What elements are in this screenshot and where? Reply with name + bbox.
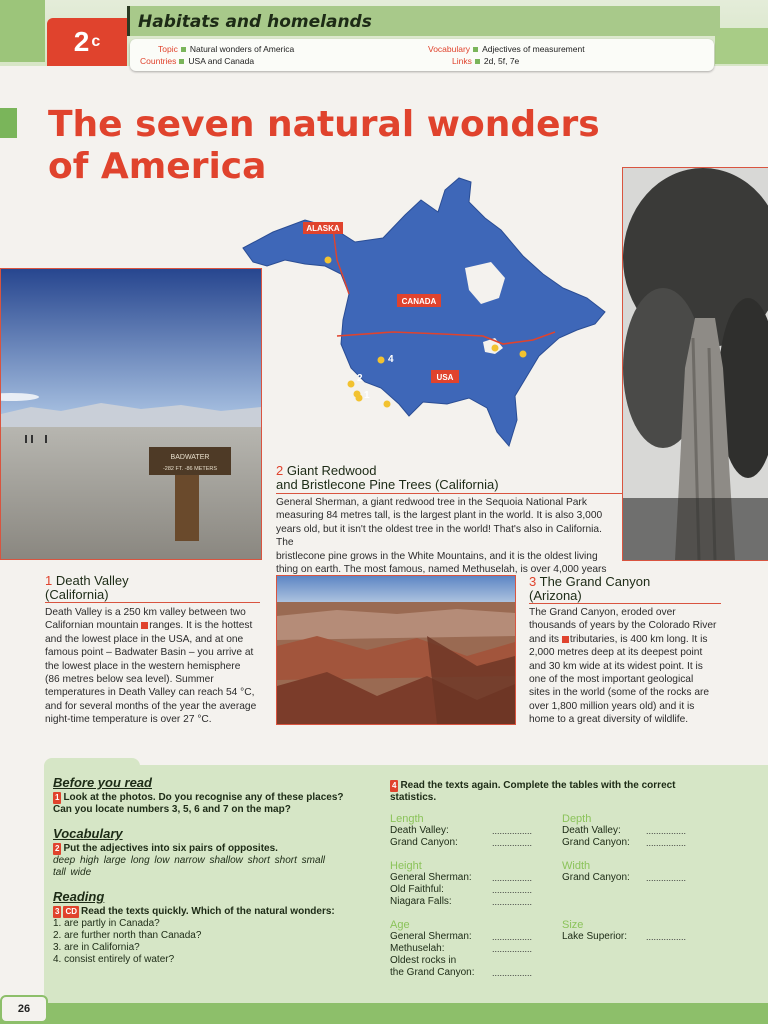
unit-number: 2 [73, 26, 90, 57]
section-1-title-1: Death Valley [55, 573, 129, 588]
map-label-canada-text: CANADA [401, 297, 437, 306]
width-heading: Width [562, 860, 591, 872]
countries-label: Countries [140, 56, 177, 66]
map-number-2: 2 [357, 373, 363, 384]
vocab-value: Adjectives of measurement [482, 44, 585, 54]
glossary-icon [562, 636, 569, 643]
length-row [390, 825, 550, 837]
section-3-line: over 1,800 million years old) and it is [529, 700, 695, 712]
map-point [492, 345, 499, 352]
north-america-map [233, 170, 613, 460]
links-value: 2d, 5f, 7e [483, 56, 520, 66]
links-label: Links [452, 56, 472, 66]
death-valley-photo [0, 268, 262, 560]
before-you-read-heading: Before you read [53, 775, 152, 790]
height-table [390, 860, 550, 908]
death-valley-image [1, 269, 261, 559]
length-table [390, 813, 550, 849]
section-2-line: thing on earth. The most famous, named Methuselah, is over 4,000 years [276, 564, 607, 576]
badwater-sign-line-1: BADWATER [170, 454, 210, 461]
section-3-rule [529, 603, 721, 604]
section-1-body [45, 606, 270, 727]
age-table [390, 919, 550, 979]
exercise-1-text-1: Look at the photos. Do you recognise any of these places? [63, 792, 344, 803]
section-3-title-line-1 [529, 575, 729, 589]
exercise-4 [390, 780, 730, 804]
section-3-line: home to a great diversity of wildlife. [529, 714, 689, 726]
length-row [390, 837, 550, 849]
title-marker [0, 108, 17, 138]
height-row [390, 872, 550, 884]
size-row-label: Lake Superior: [562, 931, 628, 942]
size-row [562, 931, 722, 943]
exercise-4-line-1 [390, 780, 730, 792]
vocabulary-heading: Vocabulary [53, 826, 123, 841]
exercise-2-number: 2 [55, 844, 60, 853]
height-row-label: General Sherman: [390, 872, 472, 883]
exercise-3-item: 1. are partly in Canada? [53, 918, 160, 929]
exercise-1 [53, 792, 383, 804]
map-label-canada [397, 294, 441, 307]
size-table [562, 919, 722, 943]
section-2-title-line-1 [276, 464, 616, 478]
section-3-title-2: (Arizona) [529, 588, 582, 603]
section-2-number: 2 [276, 463, 284, 478]
section-3-line: one of the most important geological [529, 674, 694, 686]
depth-table [562, 813, 722, 849]
section-1-line-text: ranges. It is the hottest [149, 620, 253, 632]
exercise-2-words-2: tall wide [53, 867, 92, 878]
giant-redwood-image [623, 168, 768, 560]
section-3-line [529, 633, 729, 646]
section-3-body [529, 606, 729, 727]
depth-row [562, 825, 722, 837]
unit-badge [47, 18, 127, 66]
exercise-3 [53, 906, 383, 918]
size-heading: Size [562, 919, 584, 931]
map-landmass [243, 178, 605, 446]
map-label-alaska [303, 222, 343, 234]
giant-redwood-photo [622, 167, 768, 561]
section-1-number: 1 [45, 573, 53, 588]
length-row-label: Death Valley: [390, 825, 449, 836]
section-1-line: (86 metres below sea level). Summer [45, 674, 214, 686]
section-3-line: and 30 km wide at its widest point. It is [529, 660, 703, 672]
section-2-heading [276, 464, 616, 492]
section-2-line: years old, but it isn't the oldest tree in the world! That's also in California. The [276, 523, 602, 549]
section-1-rule [45, 602, 260, 603]
answer-blank[interactable]: ................ [492, 873, 533, 883]
section-1-line-text: Californian mountain [45, 620, 142, 632]
exercise-3-text: Read the texts quickly. Which of the natural wonders: [81, 906, 335, 917]
reading-heading: Reading [53, 889, 105, 904]
age-row-label: Oldest rocks in [390, 955, 457, 966]
answer-blank[interactable]: ................ [646, 838, 687, 848]
bullet-icon [179, 59, 184, 64]
map-point [520, 351, 527, 358]
cd-icon: CD [65, 907, 78, 916]
map-label-alaska-text: ALASKA [306, 224, 340, 233]
section-1-title-line-1 [45, 574, 245, 588]
activities-left-column [53, 775, 383, 966]
section-3-title-1: The Grand Canyon [539, 574, 651, 589]
countries-row [140, 56, 254, 66]
section-1-line: night-time temperature is over 27 °C. [45, 714, 212, 726]
age-row [390, 943, 550, 955]
exercise-4-number: 4 [392, 781, 397, 790]
section-1-line [45, 619, 270, 632]
age-row-label: General Sherman: [390, 931, 472, 942]
exercise-3-item: 2. are further north than Canada? [53, 930, 202, 941]
width-row [562, 872, 722, 884]
exercise-1-number: 1 [55, 793, 60, 802]
map-label-usa-text: USA [436, 373, 454, 382]
depth-row-label: Grand Canyon: [562, 837, 630, 848]
height-row [390, 896, 550, 908]
answer-blank[interactable]: ................ [492, 932, 533, 942]
topic-value: Natural wonders of America [189, 44, 295, 54]
age-row [390, 967, 550, 979]
exercise-3-number: 3 [55, 907, 60, 916]
header-accent-right [715, 28, 768, 64]
answer-blank[interactable]: ................ [646, 932, 687, 942]
map-point [384, 401, 391, 408]
answer-blank[interactable]: ................ [492, 826, 533, 836]
section-3-line: 2,000 metres deep at its deepest point [529, 647, 703, 659]
exercise-4-text-1: Read the texts again. Complete the tables with the correct [400, 780, 676, 791]
length-heading: Length [390, 813, 424, 825]
section-3-line: The Grand Canyon, eroded over [529, 607, 676, 618]
exercise-2-text: Put the adjectives into six pairs of opposites. [63, 843, 278, 854]
answer-blank[interactable]: ................ [492, 897, 533, 907]
width-row-label: Grand Canyon: [562, 872, 630, 883]
map-point [348, 381, 355, 388]
bullet-icon [473, 47, 478, 52]
height-heading: Height [390, 860, 422, 872]
unit-letter: c [91, 33, 101, 50]
section-1-heading [45, 574, 245, 602]
title-line-1: The seven natural wonders [48, 104, 600, 145]
section-2-title-2: and Bristlecone Pine Trees (California) [276, 477, 499, 492]
section-3-heading [529, 575, 729, 603]
answer-blank[interactable]: ................ [492, 885, 533, 895]
section-1-line: and for several months of the year the average [45, 700, 257, 712]
age-row-label: Methuselah: [390, 943, 445, 954]
grand-canyon-image [277, 576, 515, 724]
section-2-title-1: Giant Redwood [286, 463, 377, 478]
unit-title: Habitats and homelands [138, 12, 372, 32]
map-point [325, 257, 332, 264]
section-3-line-text: and its [529, 633, 562, 645]
answer-blank[interactable]: ................ [646, 826, 687, 836]
section-3-line: thousands of years by the Colorado River [529, 620, 717, 632]
map-point [356, 395, 363, 402]
section-1-line: and the lowest place in the USA, and at one [45, 633, 244, 645]
countries-value: USA and Canada [188, 56, 255, 66]
exercise-2-words-1: deep high large long low narrow shallow short short small [53, 855, 326, 866]
section-3-number: 3 [529, 574, 537, 589]
section-1-line: famous point – Badwater Basin – you arrive at [45, 647, 254, 659]
section-1-line: temperatures in Death Valley can reach 54 °C, [45, 687, 255, 699]
bullet-icon [181, 47, 186, 52]
section-3-line-text: tributaries, is 400 km long. It is [569, 633, 708, 645]
unit-info-box [130, 39, 714, 71]
answer-blank[interactable]: ................ [492, 944, 533, 954]
width-table [562, 860, 722, 884]
topic-label: Topic [158, 44, 178, 54]
header-accent-left [0, 0, 45, 62]
title-line-2: of America [48, 146, 267, 187]
section-1-line: Death Valley is a 250 km valley between two [45, 607, 246, 618]
section-1-title-2: (California) [45, 587, 109, 602]
topic-row [158, 44, 294, 54]
section-3-line: sites in the world (some of the rocks are [529, 687, 710, 699]
footer-bar [0, 1003, 768, 1024]
section-1-line: the lowest place in the western hemisphere [45, 660, 241, 672]
map-number-4: 4 [388, 354, 394, 365]
height-row-label: Niagara Falls: [390, 896, 452, 907]
exercise-4-text-2: statistics. [390, 792, 437, 803]
age-heading: Age [390, 919, 410, 931]
grand-canyon-photo [276, 575, 516, 725]
depth-heading: Depth [562, 813, 592, 825]
depth-row-label: Death Valley: [562, 825, 621, 836]
length-row-label: Grand Canyon: [390, 837, 458, 848]
page-number: 26 [0, 995, 48, 1023]
links-row [452, 56, 519, 66]
answer-blank[interactable]: ................ [492, 838, 533, 848]
section-2-line: bristlecone pine grows in the White Mountains, and it is the oldest living [276, 550, 598, 562]
section-2-line: General Sherman, a giant redwood tree in the Sequoia National Park [276, 497, 587, 508]
answer-blank[interactable]: ................ [646, 873, 687, 883]
map-number-1: 1 [364, 390, 370, 401]
section-2-rule [276, 493, 622, 494]
answer-blank[interactable]: ................ [492, 968, 533, 978]
vocab-label: Vocabulary [428, 44, 471, 54]
exercise-3-item: 4. consist entirely of water? [53, 954, 175, 965]
height-row-label: Old Faithful: [390, 884, 444, 895]
bullet-icon [475, 59, 480, 64]
map-point [378, 357, 385, 364]
exercise-2 [53, 843, 383, 855]
glossary-icon [141, 622, 148, 629]
age-row-label: the Grand Canyon: [390, 967, 475, 978]
exercise-1-text-2: Can you locate numbers 3, 5, 6 and 7 on the map? [53, 804, 291, 815]
vocab-row [428, 44, 585, 54]
depth-row [562, 837, 722, 849]
exercise-3-item: 3. are in California? [53, 942, 140, 953]
section-2-line: measuring 84 metres tall, is the largest plant in the world. It is also 3,000 [276, 510, 603, 522]
map-label-usa [431, 370, 459, 383]
badwater-sign-line-2: -282 FT. -86 METERS [162, 466, 218, 472]
age-row [390, 931, 550, 943]
height-row [390, 884, 550, 896]
